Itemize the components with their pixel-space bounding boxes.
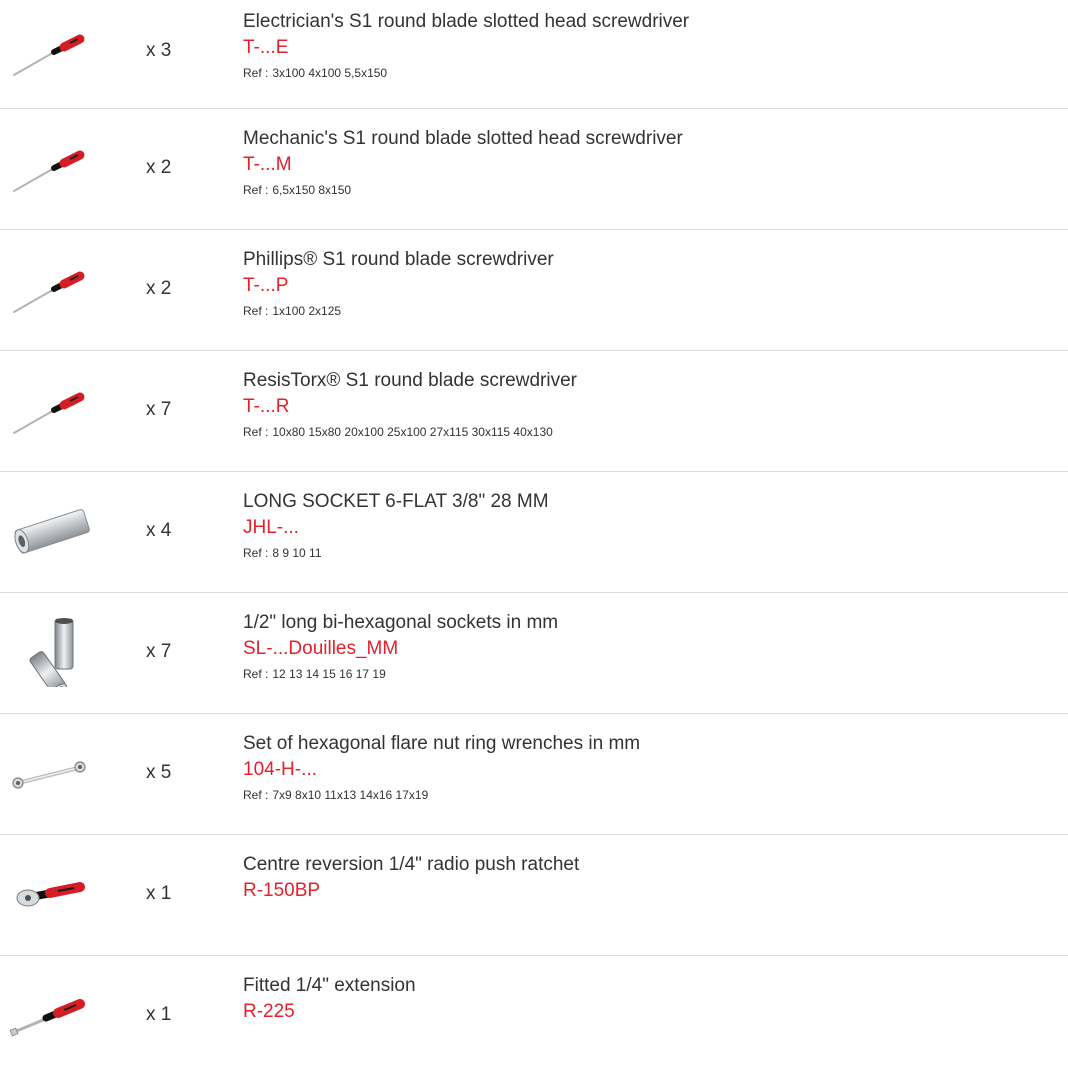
quantity: x 4 xyxy=(146,520,172,541)
item-info xyxy=(243,490,549,561)
item-code-link[interactable]: T-...R xyxy=(243,396,290,417)
extension-thumbnail xyxy=(8,980,92,1050)
item-title: Phillips® S1 round blade screwdriver xyxy=(243,249,554,270)
screwdriver-icon xyxy=(8,254,92,324)
ref-values: 10x80 15x80 20x100 25x100 27x115 30x115 40x130 xyxy=(272,425,553,439)
item-code-link[interactable]: T-...E xyxy=(243,37,289,58)
item-info xyxy=(243,974,416,1023)
list-item xyxy=(0,714,1068,835)
ref-label: Ref : xyxy=(243,788,269,802)
item-code-link[interactable]: 104-H-... xyxy=(243,759,317,780)
quantity: x 7 xyxy=(146,399,172,420)
ref-label: Ref : xyxy=(243,66,269,80)
screwdriver-icon xyxy=(8,133,92,203)
screwdriver-icon xyxy=(8,17,92,87)
item-title: Centre reversion 1/4" radio push ratchet xyxy=(243,854,580,875)
ref-values: 7x9 8x10 11x13 14x16 17x19 xyxy=(272,788,429,802)
item-ref xyxy=(243,65,689,81)
item-info xyxy=(243,248,554,319)
extension-icon xyxy=(8,980,92,1050)
ref-values: 12 13 14 15 16 17 19 xyxy=(272,667,386,681)
item-info xyxy=(243,853,579,902)
item-code-link[interactable]: R-225 xyxy=(243,1001,295,1022)
ref-values: 3x100 4x100 5,5x150 xyxy=(272,66,388,80)
ring-wrench-icon xyxy=(8,738,92,808)
screwdriver-thumbnail xyxy=(8,254,92,324)
item-info xyxy=(243,127,683,198)
list-item xyxy=(0,109,1068,230)
item-ref xyxy=(243,424,577,440)
ref-label: Ref : xyxy=(243,546,269,560)
list-item xyxy=(0,0,1068,109)
item-ref xyxy=(243,545,549,561)
item-ref xyxy=(243,182,683,198)
quantity: x 1 xyxy=(146,883,172,904)
item-info xyxy=(243,732,640,803)
ratchet-thumbnail xyxy=(8,859,92,929)
socket-thumbnail xyxy=(8,496,92,566)
long-socket-icon xyxy=(8,496,92,566)
quantity: x 3 xyxy=(146,40,172,61)
screwdriver-icon xyxy=(8,375,92,445)
item-info xyxy=(243,10,689,81)
list-item xyxy=(0,472,1068,593)
ref-label: Ref : xyxy=(243,425,269,439)
item-ref xyxy=(243,303,554,319)
item-title: 1/2" long bi-hexagonal sockets in mm xyxy=(243,612,559,633)
ref-label: Ref : xyxy=(243,183,269,197)
quantity: x 5 xyxy=(146,762,172,783)
item-title: LONG SOCKET 6-FLAT 3/8" 28 MM xyxy=(243,491,549,512)
screwdriver-thumbnail xyxy=(8,133,92,203)
item-code-link[interactable]: T-...P xyxy=(243,275,289,296)
item-ref xyxy=(243,787,640,803)
quantity: x 2 xyxy=(146,157,172,178)
list-item xyxy=(0,351,1068,472)
item-title: Mechanic's S1 round blade slotted head screwdriver xyxy=(243,128,683,149)
quantity: x 7 xyxy=(146,641,172,662)
quantity: x 1 xyxy=(146,1004,172,1025)
item-code-link[interactable]: SL-...Douilles_MM xyxy=(243,638,399,659)
item-title: Electrician's S1 round blade slotted head screwdriver xyxy=(243,11,690,32)
list-item xyxy=(0,835,1068,956)
item-title: Set of hexagonal flare nut ring wrenches in mm xyxy=(243,733,641,754)
item-title: Fitted 1/4" extension xyxy=(243,975,416,996)
item-code-link[interactable]: T-...M xyxy=(243,154,292,175)
screwdriver-thumbnail xyxy=(8,375,92,445)
sockets-thumbnail xyxy=(8,617,92,687)
quantity: x 2 xyxy=(146,278,172,299)
wrench-thumbnail xyxy=(8,738,92,808)
item-ref xyxy=(243,666,558,682)
ref-values: 6,5x150 8x150 xyxy=(272,183,352,197)
ratchet-icon xyxy=(8,859,92,929)
ref-values: 1x100 2x125 xyxy=(272,304,342,318)
item-info xyxy=(243,611,558,682)
screwdriver-thumbnail xyxy=(8,17,92,87)
item-info xyxy=(243,369,577,440)
ref-label: Ref : xyxy=(243,304,269,318)
list-item xyxy=(0,593,1068,714)
list-item xyxy=(0,956,1068,1074)
ref-values: 8 9 10 11 xyxy=(272,546,322,560)
list-item xyxy=(0,230,1068,351)
item-code-link[interactable]: JHL-... xyxy=(243,517,299,538)
ref-label: Ref : xyxy=(243,667,269,681)
bi-hex-sockets-icon xyxy=(8,617,92,687)
item-code-link[interactable]: R-150BP xyxy=(243,880,321,901)
item-title: ResisTorx® S1 round blade screwdriver xyxy=(243,370,577,391)
